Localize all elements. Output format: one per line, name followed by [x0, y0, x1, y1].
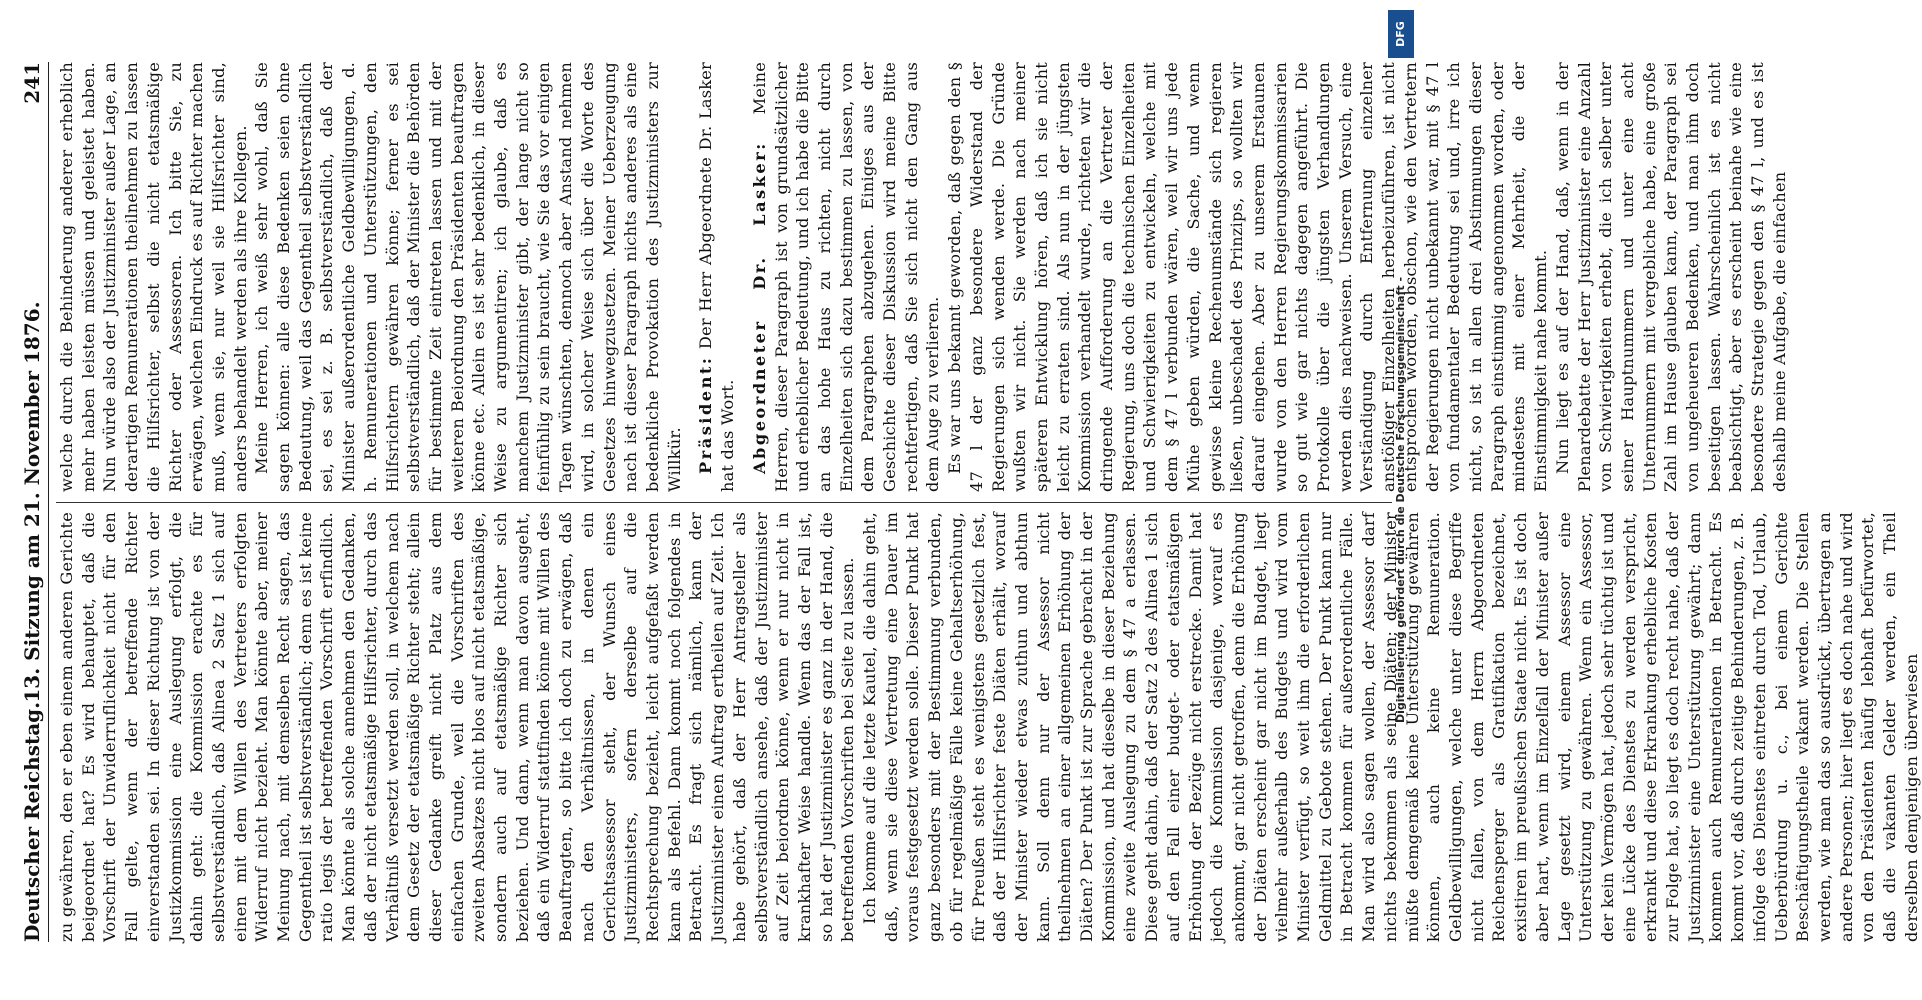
president-paragraph [695, 62, 738, 492]
speaker-label: Abgeordneter Dr. Lasker: [749, 141, 769, 474]
running-head [14, 62, 49, 942]
paragraph: Nun liegt es auf der Hand, daß, wenn in der Plenardebatte der Herr Justizminister eine Anzahl von Schwierigkeiten erhebt, die ich selber unter seiner Hauptnummern und unter eine acht Unternummern mit vergebliche habe, eine große Zahl im Hause glauben kann, der Paragraph sei von ungeheueren Bedenken, und man ihm doch beseitigen lassen. Wahrscheinlich ist es nicht beabsichtigt, aber es erscheint beinahe wie eine besondere Strategie gegen den § 47 l, und es ist deshalb meine Aufgabe, die einfachen [1552, 62, 1789, 492]
speaker-text: Der Herr Abgeordnete Dr. Lasker hat das Wort. [696, 62, 738, 492]
digitization-credit [1386, 0, 1416, 1000]
paragraph: Es war uns bekannt geworden, daß gegen den § 47 l der ganz besondere Widerstand der Regierungen sich wenden werde. Die Gründe wußten wir nicht. Sie werden nach meiner späteren Entwicklung hören, daß ich sie nicht leicht zu erraten sind. Als nun in der jüngsten Kommission verhandelt wurde, richteten wir die dringende Aufforderung an die Vertreter der Regierung, uns doch die technischen Einzelheiten und Schwierigkeiten zu entwickeln, welche mit dem § 47 l verbunden wären, weil wir uns jede Mühe geben würden, die Sache, und wenn gewisse kleine Rechenumstände sich regieren ließen, unbeschadet des Prinzips, so wollten wir darauf eingehen. Aber zu unserem Erstaunen wurde von den Herren Regierungskommissarien so gut wie gar nichts dagegen angeführt. Die Protokolle über die jüngsten Verhandlungen werden dies nachweisen. Unserem Versuch, eine Verständigung durch Entfernung einzelner anstößiger Einzelheiten herbeizuführen, ist nicht entsprochen worden, obschon, wie den Vertretern der Regierungen nicht unbekannt war, mit § 47 l von fundamentaler Bedeutung sei und, irre ich nicht, so ist in allen drei Abstimmungen dieser Paragraph einstimmig angenommen worden, oder mindestens mit einer Mehrheit, die der Einstimmigkeit nahe kommt. [945, 62, 1551, 492]
speaker-label: Präsident: [696, 355, 716, 474]
dfg-logo-text: DFG [1394, 21, 1407, 47]
paragraph: zu gewähren, den er eben einem anderen Gerichte beigeordnet hat? Es wird behauptet, daß die Vorschrift der Unwiderruflichkeit nicht für den Fall gelte, wenn der betreffende Richter einverstanden sei. In dieser Richtung ist von der Justizkommission eine Auslegung erfolgt, die dahin geht: die Kommission erachte es für selbstverständlich, daß Alinea 2 Satz 1 sich auf einen mit dem Willen des Vertreters erfolgten Widerruf nicht bezieht. Man könnte aber, meiner Meinung nach, mit demselben Recht sagen, das Gegentheil ist selbstverständlich; denn es ist keine ratio legis der betreffenden Vorschrift erfindlich. Man könnte als solche annehmen den Gedanken, daß der nicht etatsmäßige Hilfsrichter, durch das Verhältniß versetzt werden soll, in welchem nach dem Gesetz der etatsmäßige Richter steht; allein dieser Gedanke greift nicht Platz aus dem einfachen Grunde, weil die Vorschriften des zweiten Absatzes nicht blos auf nicht etatsmäßige, sondern auch auf etatsmäßige Richter sich beziehen. Und dann, wenn man davon ausgeht, daß ein Widerruf stattfinden könne mit Willen des Beauftragten, so bitte ich doch zu erwägen, daß nach den Verhältnissen, in denen ein Gerichtsassessor steht, der Wunsch eines Justizministers, sofern derselbe auf die Rechtsprechung bezieht, leicht aufgefaßt werden kann als Befehl. Dann kommt noch folgendes in Betracht. Es fragt sich nämlich, kann der Justizminister einen Auftrag ertheilen auf Zeit. Ich habe gehört, daß der Herr Antragsteller als selbstverständlich ansehe, daß der Justizminister auf Zeit beiordnen könne, wenn er nur nicht in krankhafter Weise handle. Wenn das der Fall ist, so hat der Justizminister es ganz in der Hand, die betreffenden Vorschriften bei Seite zu lassen. [57, 512, 858, 942]
column-divider [56, 502, 1392, 503]
journal-title: Deutscher Reichstag. [20, 701, 44, 942]
paragraph: Meine Herren, ich weiß sehr wohl, daß Sie sagen können: alle diese Bedenken seien ohne Bedeutung, weil das Gegentheil selbstverständlich sei, es sei z. B. selbstverständlich, daß der Minister außerordentliche Geldbewilligungen, d. h. Remunerationen und Unterstützungen, den Hilfsrichtern gewähren könne; ferner es sei selbstverständlich, daß der Minister die Behörden für bestimmte Zeit eintreten lassen und mit der weiteren Beiordnung den Präsidenten beauftragen könne etc. Allein es ist sehr bedenklich, in dieser Weise zu argumentiren; ich glaube, daß es manchem Justizminister gibt, der lange nicht so feinfühlig zu sein braucht, wie Sie das vor einigen Tagen wünschten, dennoch aber Anstand nehmen wird, in solcher Weise sich über die Worte des Gesetzes hinwegzusetzen. Meiner Ueberzeugung nach ist dieser Paragraph nichts anderes als eine bedenkliche Provokation des Justizministers zur Willkür. [252, 62, 684, 492]
left-column [56, 512, 1921, 942]
paragraph: welche durch die Behinderung anderer erheblich mehr haben leisten müssen und geleistet haben. Nun würde also der Justizminister außer Lage, an derartigen Remunerationen theilnehmen zu lassen die Hilfsrichter, selbst die nicht etatsmäßige Richter oder Assessoren. Ich bitte Sie, zu erwägen, welchen Eindruck es auf Richter machen muß, wenn sie, nur weil sie Hilfsrichter sind, anders behandelt werden als ihre Kollegen. [57, 62, 250, 492]
session-title: 13. Sitzung am 21. November 1876. [20, 301, 44, 703]
credit-text: Digitalisierung gefördert durch die Deutsche Forschungsgemeinschaft - [1394, 276, 1407, 724]
page-number: 241 [20, 62, 44, 104]
paragraph: Ich komme auf die letzte Kautel, die dahin geht, daß, wenn sie diese Vertretung eine Dauer im voraus festgesetzt werden solle. Dieser Punkt hat ganz besonders mit der Bestimmung verbunden, ob für regelmäßige Fälle keine Gehaltserhöhung, für Preußen steht es wenigstens gesetzlich fest, daß der Hilfsrichter feste Diäten erhält, worauf der Minister wieder etwas zuthun und abthun kann. Soll denn nur der Assessor nicht theilnehmen an einer allgemeinen Erhöhung der Diäten? Der Punkt ist zur Sprache gebracht in der Kommission, und hat dieselbe in dieser Beziehung eine zweite Auslegung zu dem § 47 a erlassen. Diese geht dahin, daß der Satz 2 des Alinea 1 sich auf den Fall einer budget- oder etatsmäßigen Erhöhung der Bezüge nicht erstrecke. Damit hat jedoch die Kommission dasjenige, worauf es ankommt, gar nicht getroffen, denn die Erhöhung der Diäten erscheint gar nicht im Budget, liegt vielmehr außerhalb des Budgets und wird vom Minister verfügt, so weit ihm die erforderlichen Geldmittel zu Gebote stehen. Der Punkt kann nur in Betracht kommen für außerordentliche Fälle. Man wird also sagen wollen, der Assessor darf nichts bekommen als seine Diäten; der Minister müßte demgemäß keine Unterstützung gewähren können, auch keine Remuneration. Geldbewilligungen, welche unter diese Begriffe nicht fallen, von dem Herrn Abgeordneten Reichensperger als Gratifikation bezeichnet, existiren im preußischen Staate nicht. Es ist doch aber hart, wenn im Einzelfall der Minister außer Lage gesetzt wird, einem Assessor eine Unterstützung zu gewähren. Wenn ein Assessor, der kein Vermögen hat, jedoch sehr tüchtig ist und eine Lücke des Dienstes zu werden verspricht, erkrankt und diese Erkrankung erhebliche Kosten zur Folge hat, so liegt es doch recht nahe, daß der Justizminister eine Unterstützung gewährt; dann kommen auch Remunerationen in Betracht. Es kommt vor, daß durch zeitige Behinderungen, z. B. infolge des Dienstes eintreten durch Tod, Urlaub, Ueberbürdung u. c., bei einem Gerichte Beschäftigungstheile vakant werden. Die Stellen werden, wie man das so ausdrückt, übertragen an andere Personen; hier liegt es doch nahe und wird von den Präsidenten häufig lebhaft befürwortet, daß die vakanten Gelder werden, ein Theil derselben demjenigen überwiesen [860, 512, 1921, 942]
speaker-text: Meine Herren, dieser Paragraph ist von grundsätzlicher und erheblicher Bedeutung, und ich habe die Bitte an das hohe Haus zu richten, nicht durch Einzelheiten sich dazu bestimmen zu lassen, von dem Paragraphen abzugehen. Einiges aus der Geschichte dieser Diskussion wird meine Bitte rechtfertigen, daß Sie sich nicht den Gang aus dem Auge zu verlieren. [749, 62, 943, 492]
lasker-paragraph [749, 62, 944, 492]
dfg-logo [1388, 10, 1414, 58]
right-column [56, 62, 1789, 492]
